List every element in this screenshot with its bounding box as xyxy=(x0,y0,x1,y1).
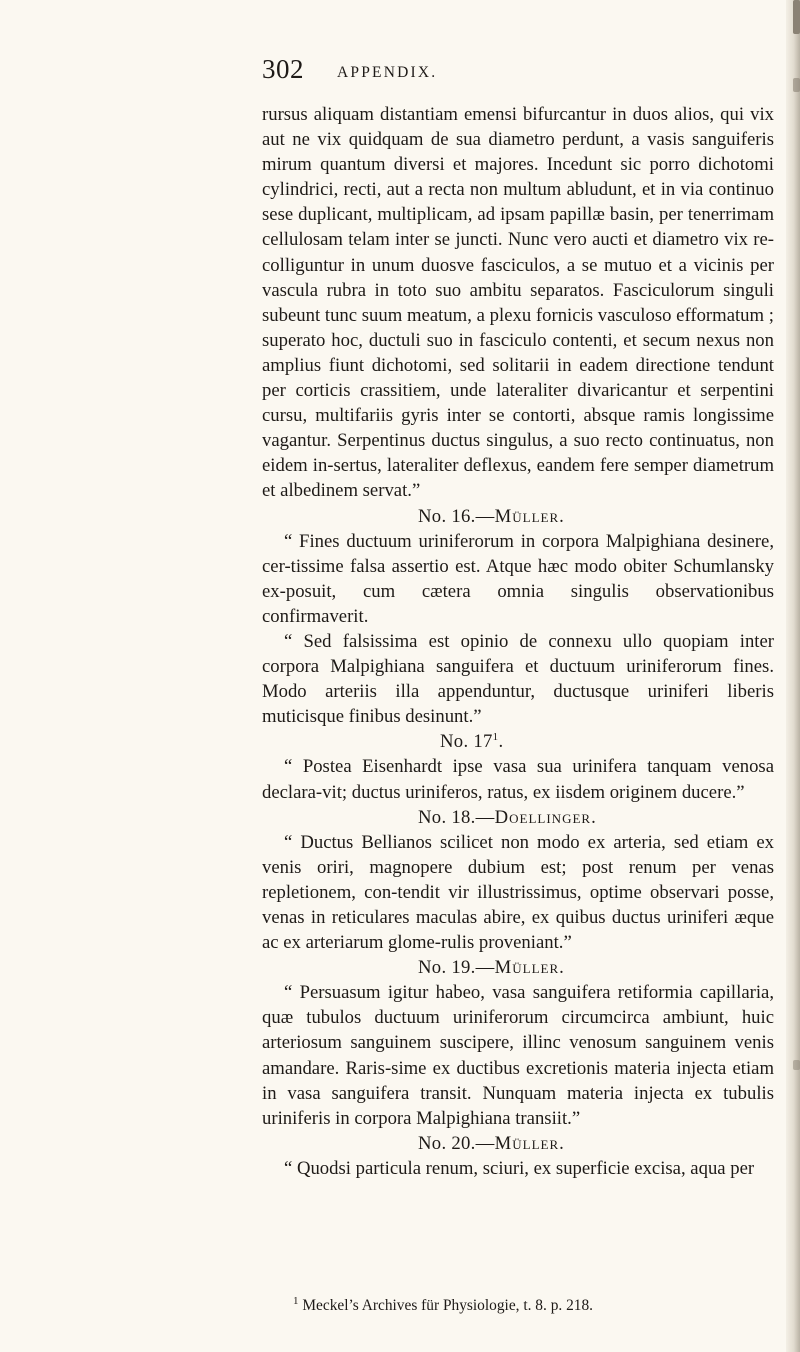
heading-number: No. 17 xyxy=(440,731,493,753)
footnote-text: Meckel’s Archives für Physiologie, t. 8. p. 218. xyxy=(298,1297,594,1314)
page-number: 302 xyxy=(262,54,304,84)
heading-author: Müller. xyxy=(494,505,565,527)
section-heading-17 xyxy=(262,729,774,754)
page-edge xyxy=(786,0,800,1352)
page-header xyxy=(0,54,800,94)
paragraph-16b: “ Sed falsissima est opinio de connexu ullo quopiam inter corpora Malpighiana sanguifera et ductuum uriniferorum fines. Modo arteriis illa appenduntur, ductusque uriniferi liberis muticisque finibus desinunt.” xyxy=(262,630,774,728)
heading-author: Müller. xyxy=(494,957,565,979)
running-head: APPENDIX. xyxy=(337,64,438,81)
paragraph-16a: “ Fines ductuum uriniferorum in corpora Malpighiana desinere, cer-tissime falsa assertio est. Atque hæc modo obiter Schumlansky ex-posuit, cum cætera omnia singulis observationibus confirmaverit. xyxy=(262,530,774,627)
paragraph-19: “ Persuasum igitur habeo, vasa sanguifera retiformia capillaria, quæ tubulos ductuum uriniferorum circumcirca ambiunt, huic arteriosum sanguinem suscipere, illinc venosum sanguinem venis amandare. Raris-sime ex ductibus excretionis materia injecta etiam in vasa sanguifera transit. Nunquam materia injecta ex tubulis uriniferis in corpora Malpighiana transiit.” xyxy=(262,982,774,1129)
edge-shadow-low xyxy=(793,1060,800,1070)
footnote-marker: 1 xyxy=(293,1294,299,1307)
paragraph-18: “ Ductus Bellianos scilicet non modo ex arteria, sed etiam ex venis oriri, magnopere dubium est; post renum per venas repletionem, con-tendit vir illustrissimus, optime observari posse, venas in reticulares maculas abire, ex quibus ductus uriniferi æque ac ex arteriarum glome-rulis proveniant.” xyxy=(262,831,774,954)
section-heading-16 xyxy=(262,504,774,529)
paragraph-20: “ Quodsi particula renum, sciuri, ex superficie excisa, aqua per xyxy=(284,1157,755,1179)
edge-shadow-top xyxy=(793,0,800,34)
footnote xyxy=(293,1296,763,1316)
heading-author: Doellinger. xyxy=(494,806,597,828)
footnote-ref: 1 xyxy=(492,731,499,744)
heading-number: No. 20.— xyxy=(418,1132,495,1154)
heading-author: Müller. xyxy=(494,1132,565,1154)
paragraph-17: “ Postea Eisenhardt ipse vasa sua urinifera tanquam venosa declara-vit; ductus uriniferos, ratus, ex iisdem originem ducere.” xyxy=(262,756,774,803)
main-text xyxy=(262,102,774,1181)
heading-number: No. 19.— xyxy=(418,957,495,979)
heading-number: No. 16.— xyxy=(418,505,495,527)
section-heading-18 xyxy=(262,805,774,830)
heading-end: . xyxy=(498,731,504,753)
section-heading-20 xyxy=(262,1131,774,1156)
heading-number: No. 18.— xyxy=(418,806,495,828)
paragraph-intro: rursus aliquam distantiam emensi bifurcantur in duos alios, qui vix aut ne vix quidquam de sua diametro perdunt, a vasis sanguiferis mirum quantum diversi et majores. Incedunt sic porro dichotomi cylindrici, recti, aut a recta non multum abludunt, et in via continuo sese duplicant, multiplicam, ad ipsam papillæ basin, per tenerrimam cellulosam telam inter se juncti. Nunc vero aucti et diametro vix re-colliguntur in unum duosve fasciculos, a se mutuo et a vicinis per vascula rubra in toto suo ambitu separatos. Fasciculorum singuli subeunt tunc suum meatum, a plexu fornicis vasculoso efformatum ; superato hoc, ductuli suo in fasciculo contenti, et secum nexus non amplius fiunt dichotomi, sed solitarii in eadem directione tendunt per corticis crassitiem, unde lateraliter divaricantur et serpentini cursu, multifariis gyris inter se contorti, absque ramis longissime vagantur. Serpentinus ductus singulus, a suo recto continuatus, non eidem in-sertus, lateraliter deflexus, eandem fere semper diametrum et albedinem servat.” xyxy=(262,104,774,502)
section-heading-19 xyxy=(262,955,774,980)
